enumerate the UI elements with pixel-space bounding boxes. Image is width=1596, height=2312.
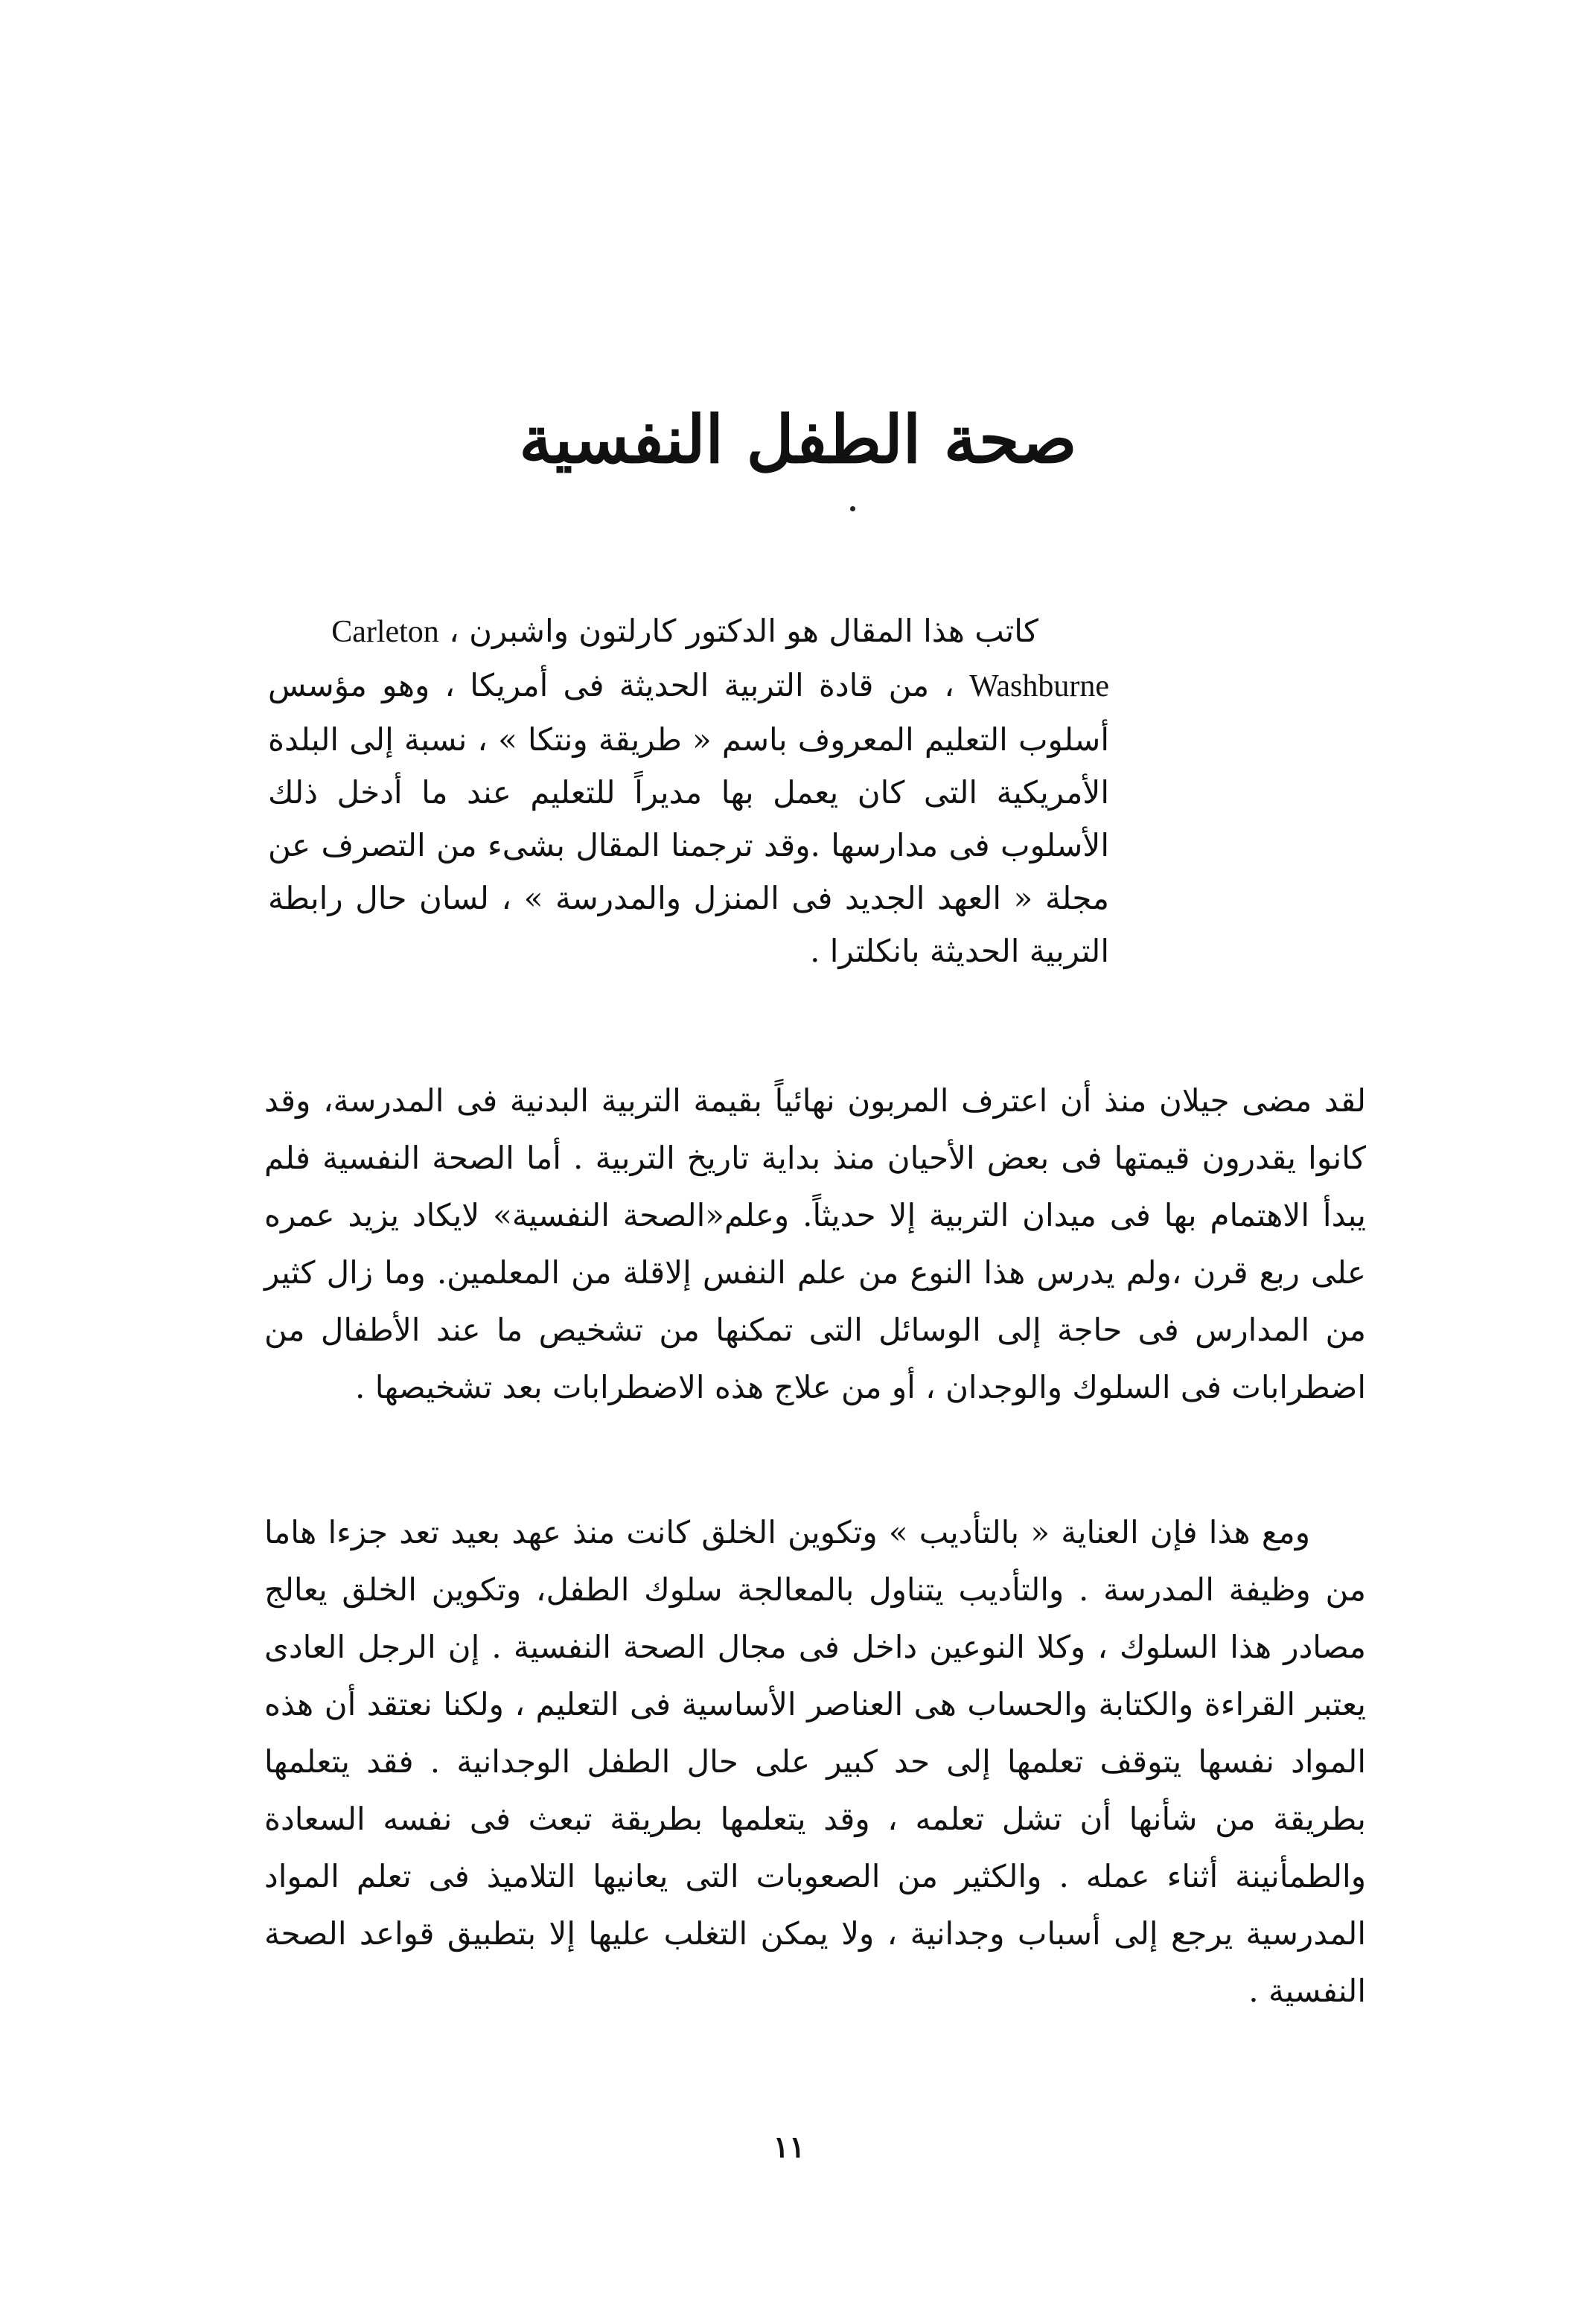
body-paragraph-2: ومع هذا فإن العناية « بالتأديب » وتكوين الخلق كانت منذ عهد بعيد تعد جزءا هاما من وظيفة المدرسة . والتأديب يتناول بالمعالجة سلوك الطفل، وتكوين الخلق يعالج مصادر هذا السلوك ، وكلا النوعين داخل فى مجال الصحة النفسية . إن الرجل العادى يعتبر القراءة والكتابة والحساب هى العناصر الأساسية فى التعليم ، ولكنا نعتقد أن هذه المواد نفسها يتوقف تعلمها إلى حد كبير على حال الطفل الوجدانية . فقد يتعلمها بطريقة من شأنها أن تشل تعلمه ، وقد يتعلمها بطريقة تبعث فى نفسه السعادة والطمأنينة أثناء عمله . والكثير من الصعوبات التى يعانيها التلاميذ فى تعلم المواد المدرسية يرجع إلى أسباب وجدانية ، ولا يمكن التغلب عليها إلا بتطبيق قواعد الصحة النفسية . bbox=[264, 1514, 1367, 2009]
page-title: صحة الطفل النفسية bbox=[519, 400, 1077, 478]
intro-line1-text: كاتب هذا المقال هو الدكتور كارلتون واشبرن ، bbox=[449, 613, 1038, 649]
intro-latin-name-2: Washburne bbox=[969, 669, 1109, 703]
intro-first-line bbox=[268, 604, 1109, 659]
page-number: ١١ bbox=[773, 2130, 805, 2165]
intro-note bbox=[268, 604, 1109, 977]
decorative-dot bbox=[850, 506, 855, 511]
intro-latin-name-1: Carleton bbox=[331, 615, 439, 649]
intro-rest-text: ، من قادة التربية الحديثة فى أمريكا ، وهو مؤسس أسلوب التعليم المعروف باسم « طريقة ونتكا » ، نسبة إلى البلدة الأمريكية التى كان يعمل بها مديراً للتعليم عند ما أدخل ذلك الأسلوب فى مدارسها .وقد ترجمنا المقال بشىء من التصرف عن مجلة « العهد الجديد فى المنزل والمدرسة » ، لسان حال رابطة التربية الحديثة بانكلترا . bbox=[268, 667, 1109, 969]
body-paragraph-1: لقد مضى جيلان منذ أن اعترف المربون نهائياً بقيمة التربية البدنية فى المدرسة، وقد كانوا يقدرون قيمتها فى بعض الأحيان منذ بداية تاريخ التربية . أما الصحة النفسية فلم يبدأ الاهتمام بها فى ميدان التربية إلا حديثاً. وعلم«الصحة النفسية» لايكاد يزيد عمره على ربع قرن ،ولم يدرس هذا النوع من علم النفس إلاقلة من المعلمين. وما زال كثير من المدارس فى حاجة إلى الوسائل التى تمكنها من تشخيص ما عند الأطفال من اضطرابات فى السلوك والوجدان ، أو من علاج هذه الاضطرابات بعد تشخيصها . bbox=[264, 1082, 1366, 1405]
